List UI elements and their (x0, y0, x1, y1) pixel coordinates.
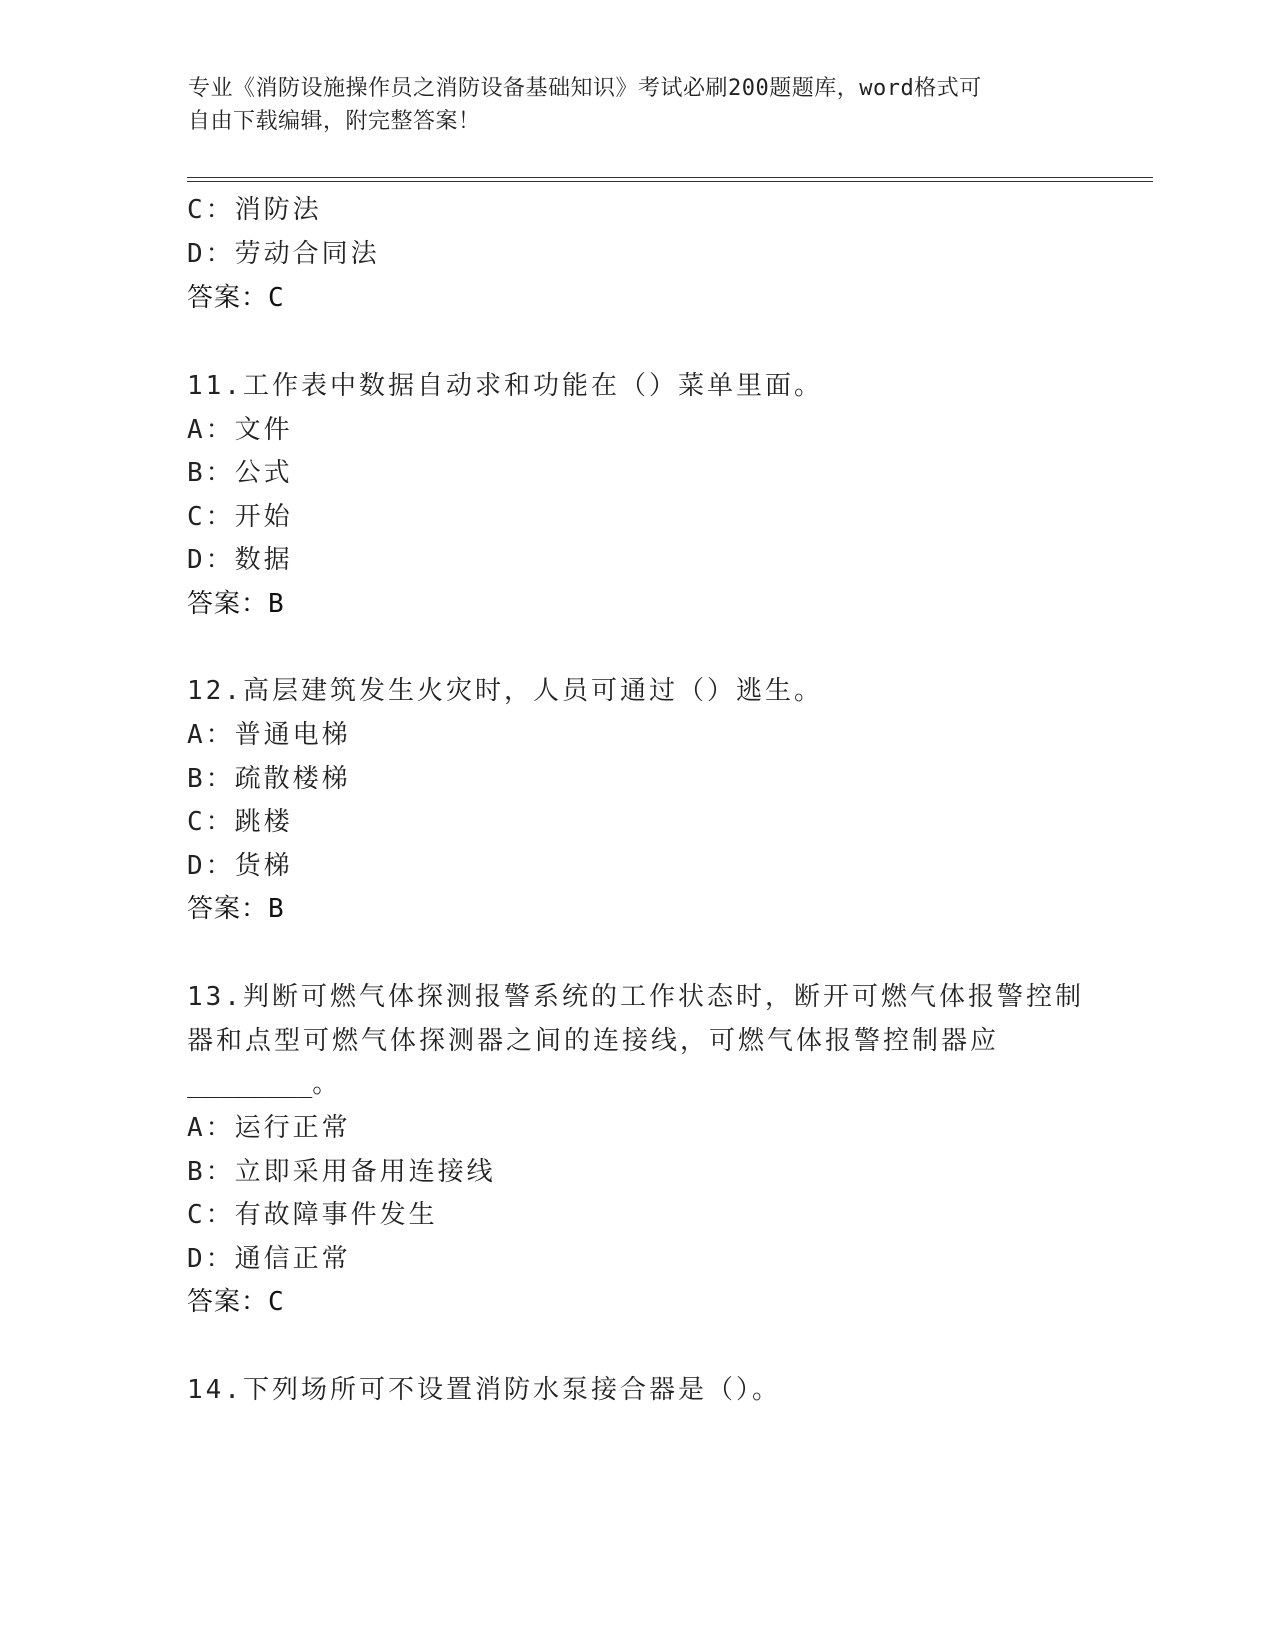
answer: 答案：C (187, 1287, 285, 1317)
answer: 答案：B (187, 894, 285, 924)
option-c: C：跳楼 (187, 807, 293, 837)
option-a: A：文件 (187, 415, 293, 445)
option-d: D：劳动合同法 (187, 239, 380, 269)
option-d: D：数据 (187, 545, 293, 575)
option-c: C：有故障事件发生 (187, 1200, 438, 1230)
option-d: D：货梯 (187, 851, 293, 881)
option-b: B：疏散楼梯 (187, 764, 351, 794)
option-d: D：通信正常 (187, 1244, 351, 1274)
answer: 答案：B (187, 589, 285, 619)
question-stem: 11.工作表中数据自动求和功能在（）菜单里面。 (187, 371, 823, 401)
answer: 答案：C (187, 283, 285, 313)
option-a: A：普通电梯 (187, 720, 351, 750)
option-b: B：公式 (187, 458, 293, 488)
option-c: C：消防法 (187, 195, 322, 225)
question-stem-line-2: 器和点型可燃气体探测器之间的连接线，可燃气体报警控制器应 (187, 1026, 1000, 1056)
header-title-line-1: 专业《消防设施操作员之消防设备基础知识》考试必刷200题题库，word格式可 (188, 76, 982, 101)
option-a: A：运行正常 (187, 1113, 351, 1143)
question-stem: 14.下列场所可不设置消防水泵接合器是（）。 (187, 1375, 781, 1405)
option-c: C：开始 (187, 502, 293, 532)
header-divider (187, 177, 1153, 182)
question-stem: 12.高层建筑发生火灾时，人员可通过（）逃生。 (187, 676, 823, 706)
question-stem-line-1: 13.判断可燃气体探测报警系统的工作状态时，断开可燃气体报警控制 (187, 982, 1084, 1012)
header-title-line-2: 自由下载编辑，附完整答案！ (188, 109, 481, 134)
option-b: B：立即采用备用连接线 (187, 1157, 496, 1187)
question-stem-blank: ________。 (187, 1069, 339, 1099)
